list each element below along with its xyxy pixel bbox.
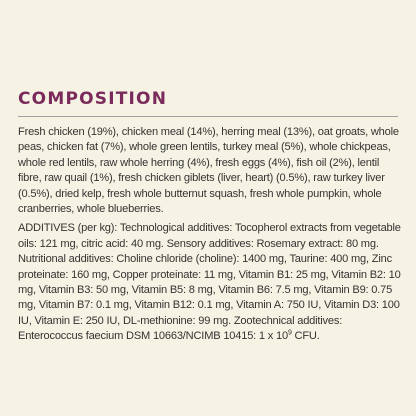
cfu-unit: CFU.: [291, 330, 320, 343]
ingredients-text: Fresh chicken (19%), chicken meal (14%), herring meal (13%), oat groats, whole peas, chicken fat (7%), whole green lentils, turkey meal (5%), whole chickpeas, whole red lentils, raw whole herring (4%), fresh eggs (4%), fish oil (2%), lentil fibre, raw quail (1%), fresh chicken giblets (liver, heart) (0.5%), raw turkey liver (0.5%), dried kelp, fresh whole butternut squash, fresh whole pumpkin, whole cranberries, whole blueberries.: [18, 126, 399, 216]
additives-text: [18, 221, 402, 344]
cfu-exponent: 9: [287, 329, 292, 337]
section-title: COMPOSITION: [18, 89, 168, 109]
composition-section: [18, 88, 402, 345]
section-divider: [18, 116, 398, 117]
additives-body: ADDITIVES (per kg): Technological additives: Tocopherol extracts from vegetable oils: 121 mg, citric acid: 40 mg. Sensory additives: Rosemary extract: 80 mg. Nutritional additives: Choline chloride (choline): 1400 mg, Taurine: 400 mg, Zinc proteinate: 160 mg, Copper proteinate: 11 mg, Vitamin B1: 25 mg, Vitamin B2: 10 mg, Vitamin B3: 50 mg, Vitamin B5: 8 mg, Vitamin B6: 7.5 mg, Vitamin B9: 0.75 mg, Vitamin B7: 0.1 mg, Vitamin B12: 0.1 mg, Vitamin A: 750 IU, Vitamin D3: 100 IU, Vitamin E: 250 IU, DL-methionine: 99 mg. Zootechnical additives: Enterococcus faecium DSM 10663/NCIMB 10415: 1 x 10: [18, 222, 401, 343]
